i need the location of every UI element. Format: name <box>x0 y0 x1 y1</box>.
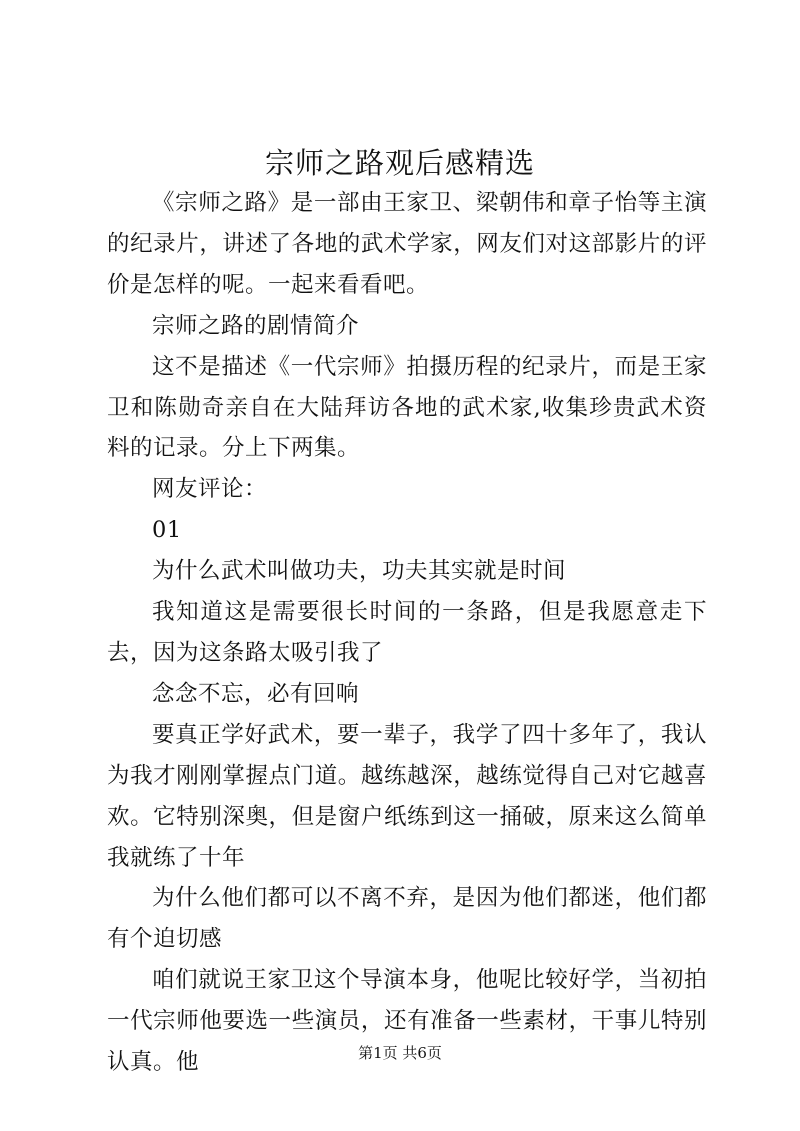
section-heading-comments: 网友评论： <box>152 476 268 503</box>
paragraph-intro: 《宗师之路》是一部由王家卫、梁朝伟和章子怡等主演的纪录片，讲述了各地的武术学家，网友们对这部影片的评价是怎样的呢。一起来看看吧。 <box>107 190 707 298</box>
paragraph-quote-2: 我知道这是需要很长时间的一条路，但是我愿意走下去，因为这条路太吸引我了 <box>107 599 707 666</box>
paragraph-quote-4: 要真正学好武术，要一辈子，我学了四十多年了，我认为我才刚刚掌握点门道。越练越深，越练觉得自己对它越喜欢。它特别深奥，但是窗户纸练到这一捅破，原来这么简单我就练了十年 <box>107 721 707 871</box>
paragraph-synopsis: 这不是描述《一代宗师》拍摄历程的纪录片，而是王家卫和陈勋奇亲自在大陆拜访各地的武术家,收集珍贵武术资料的记录。分上下两集。 <box>107 353 707 462</box>
page-footer: 第1页 共6页 <box>358 1044 442 1062</box>
document-title: 宗师之路观后感精选 <box>264 146 535 180</box>
paragraph-quote-6: 咱们就说王家卫这个导演本身，他呢比较好学，当初拍一代宗师他要选一些演员，还有准备一些素材，干事儿特别认真。他 <box>107 967 707 1076</box>
section-heading-synopsis: 宗师之路的剧情简介 <box>152 312 360 339</box>
document-body <box>107 183 707 1083</box>
comment-number: 01 <box>152 517 182 544</box>
paragraph-quote-1: 为什么武术叫做功夫，功夫其实就是时间 <box>152 558 567 585</box>
paragraph-quote-5: 为什么他们都可以不离不弃，是因为他们都迷，他们都有个迫切感 <box>107 885 707 953</box>
paragraph-quote-3: 念念不忘，必有回响 <box>152 680 360 707</box>
